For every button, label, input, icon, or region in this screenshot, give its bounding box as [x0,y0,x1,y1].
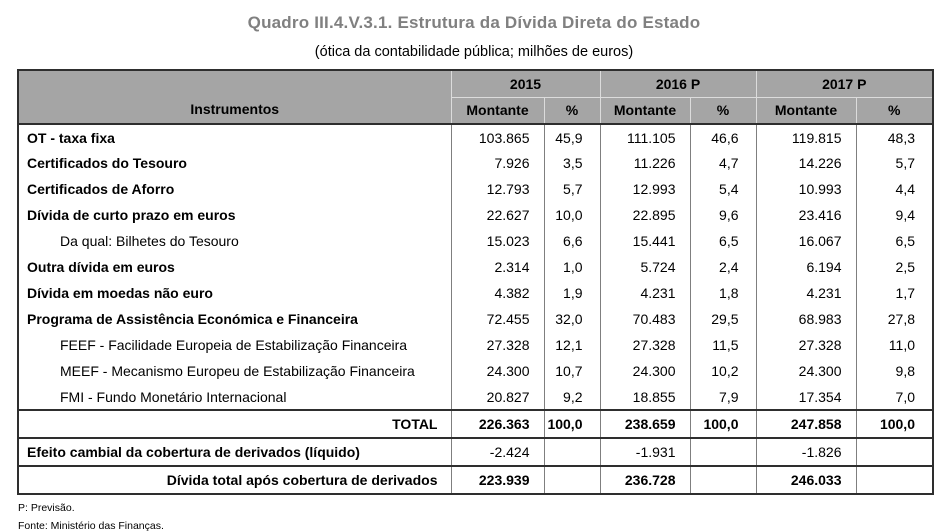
cell-percent-2017: 5,7 [856,150,933,176]
cell-percent-2017: 100,0 [856,410,933,438]
cell-percent-2016: 4,7 [690,150,756,176]
row-label: Certificados do Tesouro [27,155,187,171]
cell-percent-2016: 7,9 [690,384,756,410]
cell-montante-2017: 27.328 [756,332,856,358]
cell-percent-2016 [690,438,756,466]
cell-percent-2015: 6,6 [544,228,600,254]
footnotes [18,502,948,532]
page-title: Quadro III.4.V.3.1. Estrutura da Dívida Direta do Estado [247,13,701,32]
col-header-year-2016: 2016 P [600,70,756,97]
cell-montante-2015: 12.793 [451,176,544,202]
cell-montante-2017: 246.033 [756,466,856,494]
row-label: FMI - Fundo Monetário Internacional [60,388,287,405]
cell-percent-2016: 2,4 [690,254,756,280]
col-header-montante-2017: Montante [756,97,856,124]
col-header-montante-2015: Montante [451,97,544,124]
cell-montante-2015: 27.328 [451,332,544,358]
cell-montante-2016: 24.300 [600,358,690,384]
col-header-montante-2016: Montante [600,97,690,124]
cell-montante-2015: 7.926 [451,150,544,176]
debt-structure-table [17,69,934,495]
cell-montante-2017: 14.226 [756,150,856,176]
cell-montante-2017: 23.416 [756,202,856,228]
page-subtitle: (ótica da contabilidade pública; milhões de euros) [314,44,634,60]
cell-percent-2017: 6,5 [856,228,933,254]
cell-montante-2016: 18.855 [600,384,690,410]
cell-percent-2017: 27,8 [856,306,933,332]
cell-montante-2016: 22.895 [600,202,690,228]
cell-montante-2016: 5.724 [600,254,690,280]
cell-percent-2017: 48,3 [856,124,933,150]
cell-percent-2016: 100,0 [690,410,756,438]
col-header-year-2017: 2017 P [756,70,933,97]
table-row [18,254,933,280]
table-body [18,124,933,494]
cell-percent-2017: 7,0 [856,384,933,410]
col-header-percent-2016: % [690,97,756,124]
cell-percent-2017 [856,466,933,494]
cell-percent-2017: 11,0 [856,332,933,358]
cell-montante-2016: 238.659 [600,410,690,438]
cell-montante-2016: 70.483 [600,306,690,332]
cell-percent-2015: 10,7 [544,358,600,384]
cell-montante-2017: 24.300 [756,358,856,384]
cell-montante-2017: 10.993 [756,176,856,202]
footnote-prevision: P: Previsão. [18,502,75,514]
table-row [18,358,933,384]
cell-montante-2016: 15.441 [600,228,690,254]
table-row [18,280,933,306]
cell-montante-2016: 236.728 [600,466,690,494]
cell-percent-2016: 46,6 [690,124,756,150]
cell-montante-2016: 12.993 [600,176,690,202]
table-row [18,466,933,494]
cell-percent-2015: 12,1 [544,332,600,358]
cell-percent-2015: 5,7 [544,176,600,202]
cell-montante-2016: 27.328 [600,332,690,358]
table-row [18,176,933,202]
cell-percent-2015: 1,0 [544,254,600,280]
row-label: OT - taxa fixa [27,129,115,146]
row-label: Dívida em moedas não euro [27,285,213,301]
table-header [18,70,933,124]
row-label: Dívida total após cobertura de derivados [166,472,438,488]
cell-percent-2016: 9,6 [690,202,756,228]
col-header-year-2015: 2015 [451,70,600,97]
table-row [18,306,933,332]
cell-percent-2017: 2,5 [856,254,933,280]
row-label: Dívida de curto prazo em euros [27,207,236,223]
cell-montante-2015: 22.627 [451,202,544,228]
cell-percent-2015: 1,9 [544,280,600,306]
cell-percent-2015: 3,5 [544,150,600,176]
cell-montante-2016: 4.231 [600,280,690,306]
cell-montante-2015: 223.939 [451,466,544,494]
cell-montante-2015: 72.455 [451,306,544,332]
cell-percent-2015: 9,2 [544,384,600,410]
cell-montante-2016: 11.226 [600,150,690,176]
cell-percent-2016: 5,4 [690,176,756,202]
table-row [18,150,933,176]
table-row [18,410,933,438]
cell-percent-2017: 4,4 [856,176,933,202]
cell-montante-2017: 247.858 [756,410,856,438]
cell-montante-2016: 111.105 [600,124,690,150]
cell-montante-2017: 4.231 [756,280,856,306]
cell-percent-2016: 6,5 [690,228,756,254]
cell-percent-2015 [544,466,600,494]
cell-montante-2015: 103.865 [451,124,544,150]
table-row [18,332,933,358]
cell-percent-2017: 9,8 [856,358,933,384]
cell-percent-2017: 9,4 [856,202,933,228]
cell-percent-2016: 29,5 [690,306,756,332]
table-row [18,228,933,254]
cell-montante-2015: 20.827 [451,384,544,410]
row-label: Certificados de Aforro [27,181,175,197]
cell-montante-2017: 6.194 [756,254,856,280]
footnote-source: Fonte: Ministério das Finanças. [18,520,164,532]
row-label: Efeito cambial da cobertura de derivados (líquido) [27,444,360,460]
row-label: Outra dívida em euros [27,259,175,275]
cell-montante-2015: 226.363 [451,410,544,438]
cell-montante-2016: -1.931 [600,438,690,466]
cell-percent-2015: 100,0 [544,410,600,438]
cell-montante-2017: 17.354 [756,384,856,410]
cell-montante-2015: 24.300 [451,358,544,384]
col-header-percent-2015: % [544,97,600,124]
table-row [18,384,933,410]
cell-percent-2015: 10,0 [544,202,600,228]
cell-percent-2015 [544,438,600,466]
cell-montante-2015: 4.382 [451,280,544,306]
cell-percent-2017 [856,438,933,466]
cell-montante-2015: -2.424 [451,438,544,466]
cell-percent-2016: 1,8 [690,280,756,306]
cell-percent-2015: 32,0 [544,306,600,332]
cell-percent-2016: 10,2 [690,358,756,384]
row-label: Da qual: Bilhetes do Tesouro [60,233,239,249]
col-header-instruments: Instrumentos [18,70,451,124]
col-header-percent-2017: % [856,97,933,124]
table-row [18,438,933,466]
cell-montante-2017: 68.983 [756,306,856,332]
row-label: TOTAL [392,416,438,432]
table-row [18,124,933,150]
table-row [18,202,933,228]
cell-montante-2015: 15.023 [451,228,544,254]
cell-percent-2015: 45,9 [544,124,600,150]
row-label: Programa de Assistência Económica e Financeira [27,311,358,327]
cell-montante-2017: 16.067 [756,228,856,254]
cell-montante-2015: 2.314 [451,254,544,280]
cell-montante-2017: -1.826 [756,438,856,466]
cell-percent-2016: 11,5 [690,332,756,358]
cell-montante-2017: 119.815 [756,124,856,150]
row-label: MEEF - Mecanismo Europeu de Estabilização Financeira [60,363,415,379]
cell-percent-2016 [690,466,756,494]
row-label: FEEF - Facilidade Europeia de Estabilização Financeira [60,337,408,353]
cell-percent-2017: 1,7 [856,280,933,306]
